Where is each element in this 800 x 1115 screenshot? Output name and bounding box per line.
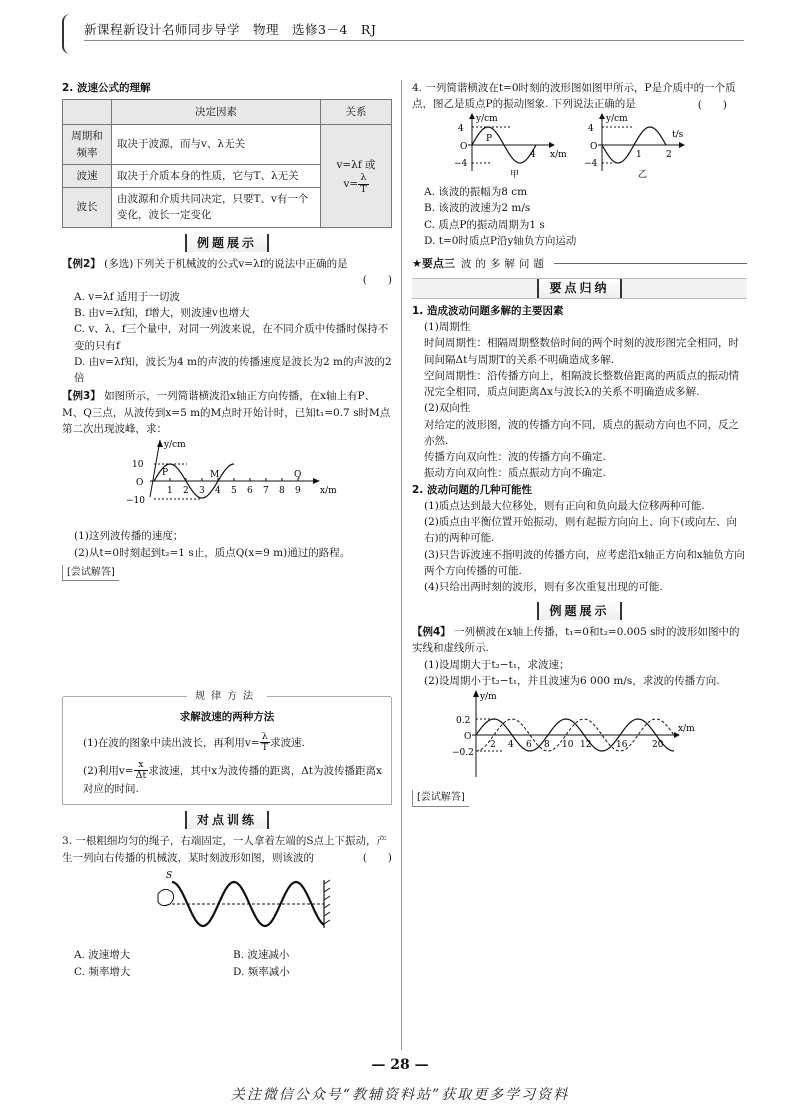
- question-3-stem: 3. 一根粗细均匀的绳子，右端固定，一人拿着左端的S点上下振动，产生一列向右传播的机械波，某时刻波形如图，则该波的: [62, 835, 388, 864]
- header-title: 新课程新设计名师同步导学 物理 选修3－4 RJ: [84, 22, 377, 37]
- option-d: D. 频率减小: [233, 965, 290, 978]
- svg-text:2: 2: [666, 149, 672, 160]
- column-divider: [401, 80, 402, 1050]
- section-banner: 对点训练: [62, 811, 392, 830]
- wave-graph-example-4: [412, 689, 747, 781]
- svg-text:x/m: x/m: [678, 724, 695, 735]
- table-cell-name: 波速: [63, 164, 112, 187]
- svg-text:O: O: [464, 732, 472, 743]
- paragraph: 空间周期性：沿传播方向上，相隔波长整数倍距离的两质点的振动情况完全相同，质点间距离Δx与波长λ的关系不明确造成多解.: [424, 369, 739, 399]
- x-tick-label: 8: [544, 740, 550, 751]
- x-tick-label: 7: [263, 486, 269, 497]
- fixed-wall: [324, 880, 330, 924]
- x-tick-label: 2: [183, 486, 189, 497]
- paragraph: (2)质点由平衡位置开始振动，则有起振方向向上、向下(或向左、向右)的两种可能.: [424, 516, 737, 545]
- answer-paren: ( ): [362, 274, 392, 287]
- x-tick-label: 4: [215, 486, 221, 497]
- caption-a: 甲: [510, 169, 520, 179]
- method-2: (2)利用v= $\frac{x}{\Delta t}$ 求波速，其中x为波传播的距离，Δt为波传播距离x对应的时间.: [83, 758, 382, 796]
- x-tick-label: 10: [562, 740, 574, 751]
- point-p-label: P: [162, 468, 169, 479]
- key-point-heading: ★要点三 波的多解问题: [412, 255, 747, 272]
- svg-text:−0.2: −0.2: [452, 748, 474, 759]
- answer-space: [62, 581, 392, 689]
- example-3-stem: 【例3】 如图所示，一列简谐横波沿x轴正方向传播，在x轴上有P、M、Q三点，从波传到x=5 m的M点时开始计时，已知t₁=0.7 s时M点第二次出现波峰，求：: [62, 390, 391, 435]
- svg-text:4: 4: [530, 149, 536, 160]
- svg-text:t/s: t/s: [672, 129, 684, 140]
- method-heading: 求解波速的两种方法: [179, 711, 275, 724]
- relation-fraction: $\frac{\lambda}{T}$: [360, 172, 367, 195]
- table-head-cell: [63, 100, 112, 125]
- option-a: A. v=λf 适用于一切波: [74, 290, 180, 303]
- svg-text:y/m: y/m: [480, 692, 497, 703]
- section-banner: 例题展示: [412, 602, 747, 621]
- svg-text:y/cm: y/cm: [606, 113, 628, 124]
- paragraph: (1)质点达到最大位移处，则有正向和负向最大位移两种可能.: [424, 499, 705, 512]
- svg-text:−4: −4: [584, 158, 598, 169]
- question-1: (1)这列波传播的速度；: [74, 530, 184, 543]
- svg-text:0.2: 0.2: [456, 716, 471, 727]
- option-d: D. 由v=λf知，波长为4 m的声波的传播速度是波长为2 m的声波的2倍: [74, 355, 392, 385]
- try-answer-label: [尝试解答]: [62, 565, 119, 582]
- option-c: C. v、λ、f三个量中，对同一列波来说，在不同介质中传播时保持不变的只有f: [74, 323, 389, 352]
- footer-note: 关注微信公众号“教辅资料站”获取更多学习资料: [230, 1087, 570, 1103]
- left-column: [62, 80, 392, 980]
- x-tick-label: 3: [199, 486, 205, 497]
- paragraph: (1)周期性: [424, 321, 471, 334]
- x-tick-label: 20: [652, 740, 664, 751]
- answer-paren: ( ): [362, 851, 392, 864]
- question-3-options: [62, 947, 392, 980]
- option-b: B. 由v=λf知，f增大，则波速v也增大: [74, 306, 250, 319]
- x-tick-label: 16: [616, 740, 628, 751]
- option-a: A. 该波的振幅为8 cm: [424, 186, 528, 199]
- svg-text:x/m: x/m: [550, 149, 567, 160]
- answer-paren: ( ): [697, 98, 727, 111]
- try-answer-label: [尝试解答]: [412, 790, 469, 807]
- paragraph: 时间周期性：相隔周期整数倍时间的两个时刻的波形图完全相同，时间间隔Δt与周期T的关系不明确造成多解.: [424, 337, 739, 366]
- x-axis-label: x/m: [320, 486, 337, 497]
- svg-text:y/cm: y/cm: [476, 113, 498, 124]
- svg-text:1: 1: [636, 149, 642, 160]
- y-tick-top: 10: [132, 460, 144, 471]
- graph-b: [584, 113, 685, 179]
- paragraph: (3)只告诉波速不指明波的传播方向，应考虑沿x轴正方向和x轴负方向两个方向传播的可能.: [424, 548, 745, 578]
- x-tick-label: 2: [490, 740, 496, 751]
- method-box: [62, 691, 392, 804]
- paragraph: 振动方向双向性：质点振动方向不确定.: [424, 467, 606, 480]
- paragraph: 对给定的波形图，波的传播方向不同，质点的振动方向也不同，反之亦然.: [424, 418, 739, 447]
- table-cell-relation: [321, 125, 392, 227]
- question-2: (2)设周期小于t₂−t₁，并且波速为6 000 m/s，求波的传播方向.: [424, 674, 720, 687]
- origin-label: O: [136, 478, 144, 489]
- table-cell-factor: 取决于介质本身的性质，它与T、λ无关: [112, 164, 321, 187]
- svg-text:P: P: [486, 133, 493, 144]
- table-row: [63, 125, 392, 165]
- page-header: [62, 0, 742, 70]
- x-tick-label: 4: [508, 740, 514, 751]
- table-header-row: [63, 100, 392, 125]
- rope-wave-figure: [62, 866, 392, 942]
- table-head-cell: 决定因素: [112, 100, 321, 125]
- paragraph: (2)双向性: [424, 402, 471, 415]
- section-banner: 例题展示: [62, 234, 392, 253]
- x-tick-label: 9: [295, 486, 301, 497]
- section-banner: 要点归纳: [412, 278, 747, 299]
- option-d: D. t=0时质点P沿y轴负方向运动: [424, 234, 577, 247]
- option-b: B. 波速减小: [233, 949, 290, 962]
- header-rule: [84, 40, 744, 41]
- table-cell-name: 波长: [63, 188, 112, 228]
- table-cell-factor: 取决于波源，而与v、λ无关: [112, 125, 321, 165]
- svg-text:−4: −4: [454, 158, 468, 169]
- option-c: C. 频率增大: [74, 965, 131, 978]
- wave-graphs-question-4: [412, 113, 747, 179]
- section-title: 1. 造成波动问题多解的主要因素: [412, 304, 564, 317]
- x-tick-label: 1: [167, 486, 173, 497]
- s-label: S: [166, 871, 173, 882]
- section-title: 2. 波动问题的几种可能性: [412, 483, 532, 496]
- header-bracket: [62, 14, 74, 54]
- x-tick-label: 8: [279, 486, 285, 497]
- method-1: (1)在波的图象中读出波长，再利用v= $\frac{\lambda}{T}$ 求波速.: [83, 730, 305, 754]
- example-2-stem: 【例2】 (多选)下列关于机械波的公式v=λf的说法中正确的是: [62, 258, 348, 271]
- paragraph: 传播方向双向性：波的传播方向不确定.: [424, 451, 606, 464]
- section-title: 2. 波速公式的理解: [62, 82, 151, 94]
- question-4-stem: 4. 一列简谐横波在t=0时刻的波形图如图甲所示，P是介质中的一个质点，图乙是质点P的振动图象. 下列说法正确的是: [412, 82, 736, 111]
- option-a: A. 波速增大: [74, 949, 131, 962]
- option-c: C. 质点P的振动周期为1 s: [424, 218, 545, 231]
- y-axis-label: y/cm: [164, 440, 186, 451]
- graph-a: [454, 113, 567, 179]
- svg-text:O: O: [590, 141, 598, 152]
- x-tick-label: 12: [580, 740, 592, 751]
- point-q-label: Q: [294, 470, 302, 481]
- wave-speed-table: [62, 99, 392, 227]
- question-1: (1)设周期大于t₂−t₁，求波速；: [424, 658, 570, 671]
- x-tick-label: 6: [526, 740, 532, 751]
- caption-b: 乙: [638, 169, 648, 179]
- question-2: (2)从t=0时刻起到t₂=1 s止，质点Q(x=9 m)通过的路程。: [74, 546, 351, 559]
- paragraph: (4)只给出两时刻的波形，则有多次重复出现的可能.: [424, 581, 663, 594]
- point-m-label: M: [210, 470, 220, 481]
- method-box-title: 规律方法: [187, 691, 267, 702]
- table-cell-factor: 由波源和介质共同决定，只要T、v有一个变化，波长一定变化: [112, 188, 321, 228]
- svg-text:4: 4: [458, 123, 464, 134]
- option-b: B. 该波的波速为2 m/s: [424, 202, 531, 215]
- x-tick-label: 6: [247, 486, 253, 497]
- page-number: — 28 —: [371, 1057, 429, 1073]
- relation-text-2: v=: [343, 178, 359, 191]
- relation-text-1: v=λf 或: [336, 158, 376, 171]
- table-cell-name: 周期和频率: [63, 125, 112, 165]
- right-column: [412, 80, 747, 807]
- example-4-stem: 【例4】 一列横波在x轴上传播，t₁=0和t₂=0.005 s时的波形如图中的实线和虚线所示.: [412, 626, 740, 655]
- wave-graph-example-3: [62, 437, 392, 523]
- svg-text:O: O: [460, 141, 468, 152]
- table-head-cell: 关系: [321, 100, 392, 125]
- x-tick-label: 5: [231, 486, 237, 497]
- y-tick-bottom: −10: [126, 496, 145, 507]
- hand-icon: [158, 890, 174, 906]
- svg-text:4: 4: [588, 123, 594, 134]
